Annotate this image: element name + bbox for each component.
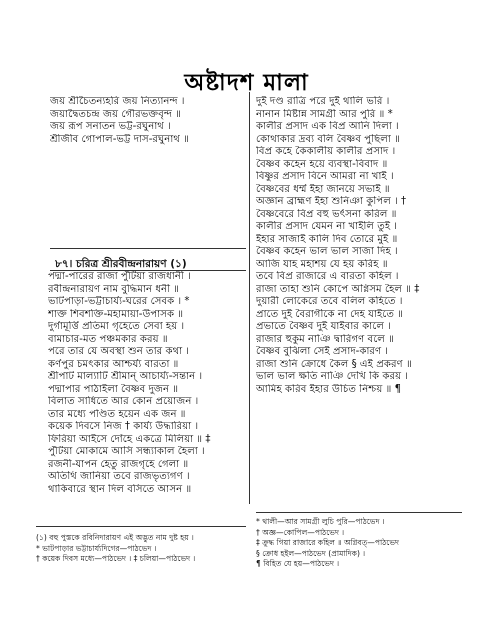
right-verse-column <box>256 96 462 396</box>
footnote: ¶ বিহিত যে হয়—পাঠভেদ । <box>256 559 340 568</box>
verse-line: শাক্ত শিবশক্তি-মহামায়া-উপাসক ॥ <box>48 308 184 320</box>
verse-line: থাকিবারে স্থান দিল বসিতে আসন ॥ <box>48 483 192 495</box>
footnote: ‡ ক্রুদ্ধ গিয়া রাজারে কহিল ॥ অগ্নিবত্—পাঠভেদ <box>256 538 399 547</box>
verse-line: তার মধ্যে পণ্ডিত হয়েন এক জন ॥ <box>48 408 186 420</box>
invocation-line: জয় শ্রীচৈতন্যহরি জয় নিত্যানন্দ । <box>50 96 185 107</box>
verse-line: তবে বিপ্র রাজারে এ বারতা কহিল । <box>256 271 399 282</box>
footnote: † কয়েক দিবস মধ্যে—পাঠভেদ । ‡ চলিয়া—পাঠভেদ । <box>36 554 196 563</box>
footnote: (১) বহু পুস্তকে রবিনিদারায়ণ এই অদ্ভুত নাম দুষ্ট হয় । <box>36 533 194 542</box>
heading-rule-top <box>50 248 246 249</box>
footnotes-left <box>36 533 246 565</box>
verse-line: ভাটপাড়া-ভট্টাচার্য্য-ঘরের সেবক । * <box>48 296 190 307</box>
footnotes-right <box>256 517 462 570</box>
column-divider <box>249 92 250 504</box>
verse-line: রবীন্দ্রনারায়ণ নাম বুদ্ধিমান ধনী ॥ <box>48 283 180 295</box>
verse-line: প্রাতে দুই বৈরাগীকে না দেহ যাইতে ॥ <box>256 308 404 320</box>
verse-line: কর্ণপুর চমৎকার আশ্চর্য্য বারতা ॥ <box>48 358 179 370</box>
verse-line: রাজা শুনি ক্রোধে কৈল § এই প্রকরণ ॥ <box>256 358 412 370</box>
verse-line: নানান মিষ্টান্ন সামগ্রী আর পুরি ॥ * <box>256 108 393 120</box>
verse-line: পদ্মাপার পাঠাইলা বৈষ্ণব দুজন ॥ <box>48 383 179 395</box>
footnote: * ভাটপাড়ার ভট্টাচার্য্যদিগের—পাঠভেদ । <box>36 543 157 553</box>
verse-line: রাজার হুকুম নাঞি দ্বারিগণ বলে ॥ <box>256 333 394 345</box>
footnote: † অজ্ঞ—কোপিল—পাঠভেদ । <box>256 527 345 537</box>
verse-line: কয়েক দিবসে নিজ † কার্য্য উদ্ধারিয়া । <box>48 421 199 432</box>
verse-line: পরে তার যে অবস্থা শুন তার কথা । <box>48 346 190 357</box>
verse-line: ইহার সাজাই কালি দিব তোরে মুই ॥ <box>256 233 398 245</box>
invocation-line: জয়াদ্বৈতচন্দ্র জয় গৌরভক্তবৃন্দ ॥ <box>50 108 182 120</box>
verse-line: বিলাত সাধিতে আর কোন প্রয়োজন । <box>48 396 199 407</box>
verse-line: কোথাকার দ্রব্য বলি বৈষ্ণব পুছিলা ॥ <box>256 133 400 145</box>
verse-line: শ্রীপাট মাল্যাটি শ্রীমান্ আচার্য্য-সন্তান । <box>48 371 203 382</box>
verse-line: বৈষ্ণব কহেন হয়ে ব্যবস্থা-বিবাদ ॥ <box>256 158 388 170</box>
verse-line: বৈষ্ণব কহেন ভাল ভাল সাজা দিহ । <box>256 246 398 257</box>
footnote: * থালী—আর সামগ্রী লুচি পুরি—পাঠভেদ । <box>256 517 385 526</box>
footnote: § ক্রোধ হইল—পাঠভেদ (প্রামাদিক) । <box>256 548 366 558</box>
verse-line: অতিথি জানিয়া তবে রাজভৃত্যগণ । <box>48 471 190 482</box>
verse-line: পুঁটিয়া মোকামে আসি সন্ধ্যাকাল হৈলা । <box>48 446 205 457</box>
verse-line: ফিরিয়া আইসে দোঁহে একত্রে মিলিয়া ॥ ‡ <box>48 433 211 445</box>
verse-line: কালীর প্রসাদ এক বিপ্র আনি দিলা । <box>256 121 399 132</box>
verse-line: কালীর প্রসাদ যেমন না খাইলি তুই । <box>256 221 398 232</box>
verse-line: বিষ্ণুর প্রসাদ বিনে আমরা না খাই । <box>256 171 394 182</box>
invocation-block <box>50 96 245 146</box>
chapter-heading: ৮৭। চরিত্র শ্রীরবীন্দ্রনারায়ণ (১) <box>55 258 187 270</box>
invocation-line: জয় রূপ সনাতন ভট্ট-রঘুনাথ । <box>50 121 171 132</box>
verse-line: পদ্মা-পারের রাজা পুঁটিয়া রাজধানী । <box>48 271 191 282</box>
verse-line: বামাচার-মত পঞ্চমকার করয় ॥ <box>48 333 168 345</box>
verse-line: ভাল ভাল ক্ষতি নাঞি দেখি কি করয় । <box>256 371 408 382</box>
page-title: অষ্টাদশ মালা <box>184 70 309 96</box>
verse-line: বৈষ্ণব বুঝিলা সেই প্রসাদ-কারণ । <box>256 346 389 357</box>
verse-line: প্রভাতে বৈষ্ণব দুই যাইবার কালে । <box>256 321 391 332</box>
verse-line: রাজা তাহা শুনি কোপে অগ্নিসম হৈল ॥ ‡ <box>256 283 420 295</box>
footnote-rule-left <box>36 526 246 527</box>
verse-line: বৈষ্ণবেরে বিপ্র বহু ভর্ৎসনা করিল ॥ <box>256 208 397 220</box>
verse-line: আজি যাহ মহাশয় যে হয় করিহ ॥ <box>256 258 388 270</box>
footnote-rule-right <box>256 512 462 513</box>
verse-line: অজ্ঞান ব্রাহ্মণ ইহা শুনিঞা কুপিল । † <box>256 196 407 207</box>
verse-line: রজনী-যাপন হেতু রাজগৃহে গেলা ॥ <box>48 458 189 470</box>
verse-line: বিপ্র কহে কৈকালীয় কালীর প্রসাদ । <box>256 146 396 157</box>
invocation-line: শ্রীজীব গোপাল-ভট্ট দাস-রঘুনাথ ॥ <box>50 133 189 145</box>
verse-line: দুর্গামূর্ত্তি প্রতিমা গৃহেতে সেবা হয় । <box>48 321 185 332</box>
verse-line: দুয়ারী লোকেরে তবে বলিল কহিতে । <box>256 296 403 307</box>
verse-line: দুই দণ্ড রাত্রি পরে দুই থালি ভরি । <box>256 96 390 107</box>
verse-line: আমিহ করিব ইহার উচিত নিশ্চয় ॥ ¶ <box>256 383 402 395</box>
verse-line: বৈষ্ণবের ধর্ম্ম ইহা জানয়ে সভাই ॥ <box>256 183 390 195</box>
left-verse-column <box>48 271 246 496</box>
